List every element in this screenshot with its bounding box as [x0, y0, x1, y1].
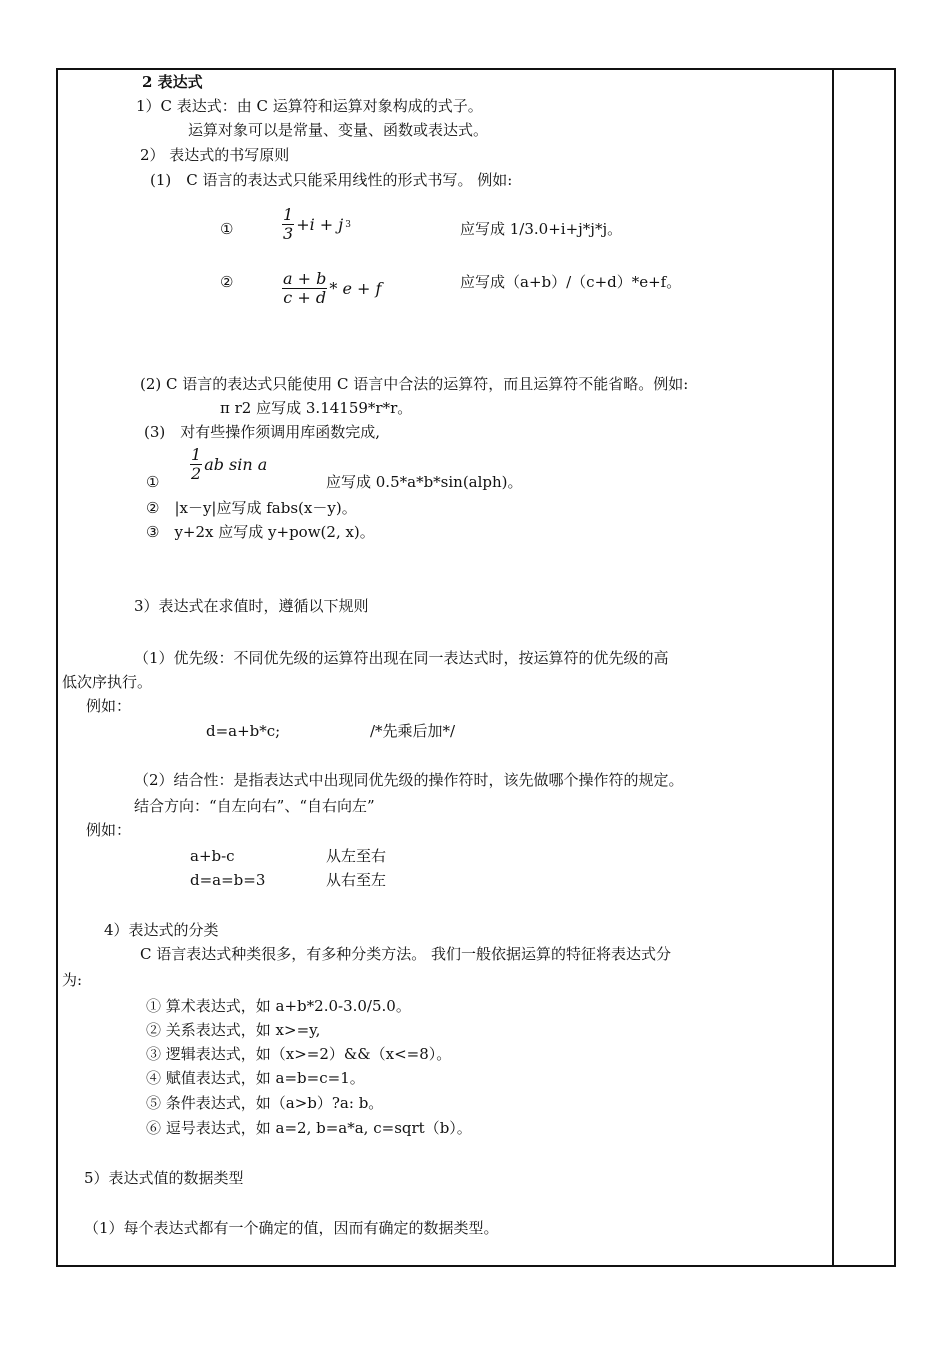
- rewrite-text: 应写成 1/3.0+i+j*j*j。: [460, 220, 623, 238]
- code-text: d=a=b=3: [190, 871, 266, 889]
- text-line: 低次序执行。: [62, 673, 153, 691]
- text-line: (1) C 语言的表达式只能采用线性的形式书写。 例如:: [150, 171, 513, 189]
- text-line: ③ y+2x 应写成 y+pow(2, x)。: [146, 523, 375, 541]
- denominator: c + d: [283, 288, 327, 307]
- table-column-divider: [832, 68, 834, 1267]
- list-item: ⑤ 条件表达式，如（a>b）?a: b。: [146, 1094, 384, 1112]
- denominator: 2: [191, 464, 202, 483]
- text-line: 从右至左: [326, 871, 387, 889]
- list-item: ④ 赋值表达式，如 a=b=c=1。: [146, 1069, 365, 1087]
- denominator: 3: [283, 224, 294, 243]
- math-formula: [282, 270, 381, 307]
- text-line: 2） 表达式的书写原则: [140, 146, 290, 164]
- text-line: （1）优先级：不同优先级的运算符出现在同一表达式时，按运算符的优先级的高: [134, 649, 669, 667]
- text-line: （2）结合性：是指表达式中出现同优先级的操作符时，该先做哪个操作符的规定。: [134, 771, 684, 789]
- formula-tail: * e + f: [329, 279, 382, 298]
- text-line: 从左至右: [326, 847, 387, 865]
- fraction: [282, 206, 294, 243]
- text-line: ② |x－y|应写成 fabs(x－y)。: [146, 499, 357, 517]
- fraction: [190, 446, 202, 483]
- text-line: （1）每个表达式都有一个确定的值，因而有确定的数据类型。: [84, 1219, 499, 1237]
- code-text: a+b-c: [190, 847, 235, 865]
- text-line: C 语言表达式种类很多，有多种分类方法。 我们一般依据运算的特征将表达式分: [140, 945, 672, 963]
- circled-number: ②: [220, 273, 234, 291]
- text-line: π r2 应写成 3.14159*r*r。: [220, 399, 413, 417]
- fraction: [282, 270, 327, 307]
- math-formula: [282, 206, 351, 243]
- list-item: ① 算术表达式，如 a+b*2.0-3.0/5.0。: [146, 997, 411, 1015]
- text-line: (2) C 语言的表达式只能使用 C 语言中合法的运算符，而且运算符不能省略。例如:: [140, 375, 689, 393]
- text-line: 为:: [62, 971, 83, 989]
- text-line: (3) 对有些操作须调用库函数完成,: [144, 423, 381, 441]
- list-item: ⑥ 逗号表达式，如 a=2, b=a*a, c=sqrt（b）。: [146, 1119, 472, 1137]
- code-comment: /*先乘后加*/: [370, 722, 456, 740]
- circled-number: ①: [146, 473, 160, 491]
- section-title: 2 表达式: [142, 73, 203, 91]
- formula-tail: ab sin a: [204, 455, 268, 474]
- rewrite-text: 应写成 0.5*a*b*sin(alph)。: [326, 473, 523, 491]
- list-item: ③ 逻辑表达式，如（x>=2）&&（x<=8）。: [146, 1045, 452, 1063]
- text-line: 4）表达式的分类: [104, 921, 219, 939]
- text-line: 1）C 表达式：由 C 运算符和运算对象构成的式子。: [136, 97, 483, 115]
- formula-tail: +i + j: [296, 215, 344, 234]
- text-line: 3）表达式在求值时，遵循以下规则: [134, 597, 369, 615]
- text-line: 运算对象可以是常量、变量、函数或表达式。: [188, 121, 489, 139]
- text-line: 结合方向：“自左向右”、“自右向左”: [134, 797, 375, 815]
- circled-number: ①: [220, 220, 234, 238]
- numerator: a + b: [283, 269, 327, 288]
- exponent: 3: [345, 219, 351, 230]
- list-item: ② 关系表达式，如 x>=y,: [146, 1021, 321, 1039]
- math-formula: [190, 446, 267, 483]
- numerator: 1: [283, 205, 294, 224]
- text-line: 5）表达式值的数据类型: [84, 1169, 244, 1187]
- text-line: 例如：: [86, 697, 132, 715]
- numerator: 1: [191, 445, 202, 464]
- text-line: 例如：: [86, 821, 132, 839]
- rewrite-text: 应写成（a+b）/（c+d）*e+f。: [460, 273, 682, 291]
- code-text: d=a+b*c;: [206, 722, 281, 740]
